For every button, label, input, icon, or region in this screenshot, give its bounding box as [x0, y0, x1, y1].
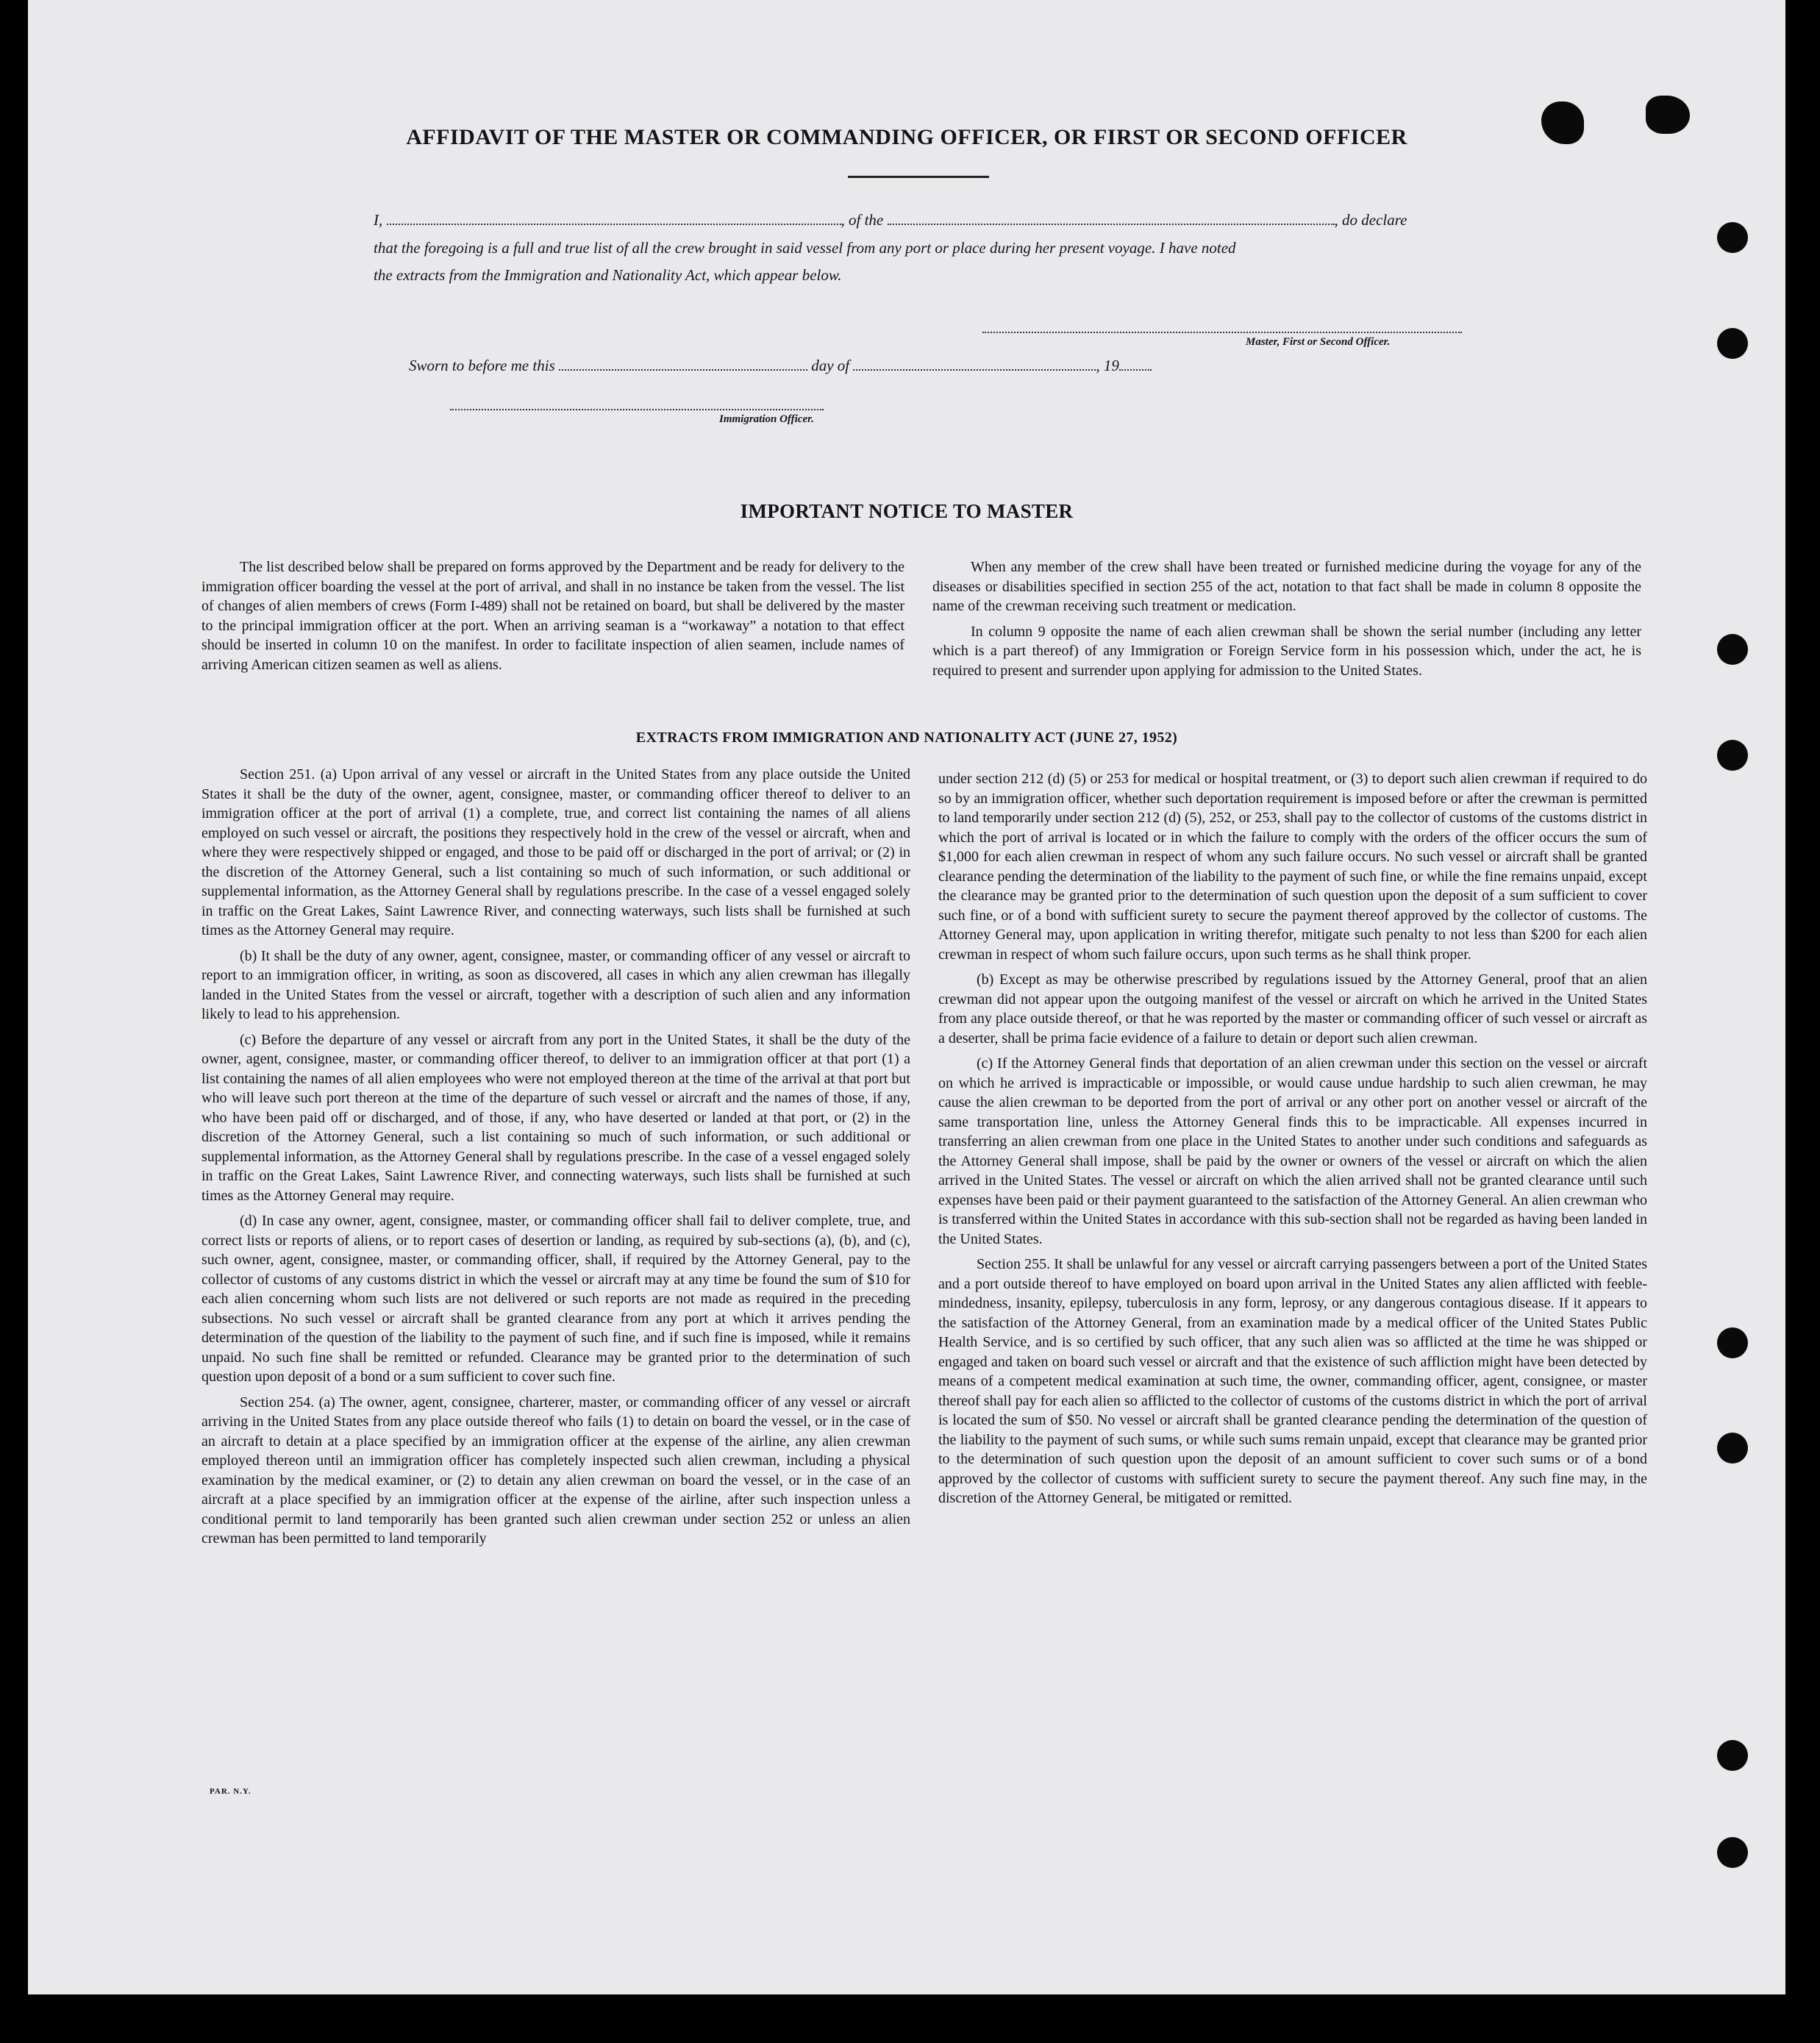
notice-right-paragraph-2: In column 9 opposite the name of each alien crewman shall be shown the serial number (including any letter which is a part thereof) of any Immigration or Foreign Service form in his possession which, under the act, he is required to present and surrender upon applying for admission to the United States. — [932, 623, 1641, 679]
extracts-title: EXTRACTS FROM IMMIGRATION AND NATIONALITY ACT (JUNE 27, 1952) — [635, 730, 1178, 746]
year-label: , 19 — [1096, 357, 1119, 374]
section-254-a-continued: under section 212 (d) (5) or 253 for medical or hospital treatment, or (3) to deport such alien crewman if required to do so by an immigration officer, whether such deportation requirement is imposed before or after the crewman is permitted to land temporarily under section 212 (d) (5), 252, or 253, shall pay to the collector of customs of the customs district in which the port of arrival is located or in which the failure to comply with the orders of the officer occurs the sum of $1,000 for each alien crewman in respect of whom any such failure occurs. No such vessel or aircraft shall be granted clearance pending the determination of the liability to the payment of such fine, or while the fine remains unpaid, except the clearance may be granted prior to the determination of such question upon the deposit of a sum sufficient to cover such fine, or of a bond with sufficient surety to secure the payment thereof approved by the collector of customs. The Attorney General may, upon application in writing therefor, mitigate such penalty to not less than $200 for each alien crewman in respect of whom such failure occurs, upon such terms as he shall think proper. — [938, 771, 1647, 963]
extracts-left-column — [201, 765, 910, 1555]
punch-hole — [1717, 328, 1748, 359]
declarant-name-blank[interactable] — [387, 210, 841, 225]
declare-label: , do declare — [1334, 211, 1407, 229]
notice-left-paragraph: The list described below shall be prepared on forms approved by the Department and be ready for delivery to the immigration officer boarding the vessel at the port of arrival, and shall in no instance be taken from the vessel. The list of changes of alien members of crews (Form I-489) shall not be retained on board, but shall be delivered by the master to the principal immigration officer at the port. When an arriving seaman is a “workaway” a notation to that effect should be inserted in column 10 on the manifest. In order to facilitate inspection of alien seamen, include names of arriving American citizen seamen as well as aliens. — [201, 559, 904, 673]
section-254-c: (c) If the Attorney General finds that deportation of an alien crewman under this section on the vessel or aircraft on which he arrived is impracticable or impossible, or would cause undue hardship to such alien crewman, he may cause the alien crewman to be deported from the port of arrival or any other port on another vessel or aircraft of the same transportation line, unless the Attorney General finds this to be impracticable. All expenses incurred in transferring an alien crewman from one place in the United States to another under such conditions and safeguards as the Attorney General shall impose, shall be paid by the owner or owners of the vessel or aircraft on which the alien arrived in the United States. The vessel or aircraft on which the alien arrived shall not be granted clearance until such expenses have been paid or their payment guaranteed to the satisfaction of the Attorney General. An alien crewman who is transferred within the United States in accordance with this sub-section shall not be regarded as having been landed in the United States. — [938, 1055, 1647, 1247]
officer-signature-label: Immigration Officer. — [719, 413, 814, 425]
sworn-line — [409, 356, 1152, 375]
master-signature-label: Master, First or Second Officer. — [1246, 336, 1391, 348]
printer-mark: PAR. N.Y. — [210, 1787, 251, 1796]
declaration-text-2: that the foregoing is a full and true list of all the crew brought in said vessel from any port or place during her present voyage. I have noted — [374, 239, 1236, 257]
punch-hole — [1717, 1327, 1748, 1358]
master-signature-line[interactable] — [982, 332, 1462, 333]
notice-title: IMPORTANT NOTICE TO MASTER — [740, 500, 1074, 522]
notice-left-column — [201, 557, 904, 680]
punch-hole — [1717, 222, 1748, 253]
title-underline — [848, 176, 989, 178]
punch-hole — [1717, 1740, 1748, 1771]
vessel-label: , of the — [841, 211, 884, 229]
extracts-right-column — [938, 769, 1647, 1514]
punch-hole — [1717, 1433, 1748, 1463]
declaration-line — [374, 210, 1407, 229]
sworn-label: Sworn to before me this — [409, 357, 555, 374]
section-254-b: (b) Except as may be otherwise prescribed by regulations issued by the Attorney General, proof that an alien crewman did not appear upon the outgoing manifest of the vessel or aircraft on which he arrived in the United States from any place outside thereof, or that he was reported by the master or commanding officer of such vessel or aircraft as a deserter, shall be prima facie evidence of a failure to detain or deport such alien crewman. — [938, 971, 1647, 1047]
punch-hole — [1717, 1837, 1748, 1868]
sworn-month-blank[interactable] — [853, 356, 1096, 371]
officer-signature-line[interactable] — [450, 409, 824, 410]
sworn-day-blank[interactable] — [559, 356, 807, 371]
section-251-b: (b) It shall be the duty of any owner, agent, consignee, master, or commanding officer of any vessel or aircraft to report to an immigration officer, in writing, as soon as discovered, all cases in which any alien crewman has illegally landed in the United States from the vessel or aircraft, together with a description of such alien and any information likely to lead to his apprehension. — [201, 947, 910, 1022]
day-of-label: day of — [811, 357, 850, 374]
affidavit-title: AFFIDAVIT OF THE MASTER OR COMMANDING OFFICER, OR FIRST OR SECOND OFFICER — [406, 125, 1407, 149]
section-254-a: Section 254. (a) The owner, agent, consignee, charterer, master, or commanding officer of any vessel or aircraft arriving in the United States from any place outside thereof who fails (1) to detain on board the vessel, or in the case of an aircraft to detain at a place specified by an immigration officer at the expense of the airline, any alien crewman employed thereon until an immigration officer has completely inspected such alien crewman, including a physical examination by the medical examiner, or (2) to detain any alien crewman on board the vessel, or in the case of an aircraft at a place specified by an immigration officer at the expense of the airline, after such inspection unless a conditional permit to land temporarily has been granted such alien crewman under section 252 or unless an alien crewman has been permitted to land temporarily — [201, 1394, 910, 1547]
section-251-d: (d) In case any owner, agent, consignee, master, or commanding officer shall fail to deliver complete, true, and correct lists or reports of aliens, or to report cases of desertion or landing, as required by sub-sections (a), (b), and (c), such owner, agent, consignee, master, or commanding officer, shall, if required by the Attorney General, pay to the collector of customs of any customs district in which the vessel or aircraft may at any time be found the sum of $10 for each alien concerning whom such lists are not delivered or such reports are not made as required in the preceding subsections. No such vessel or aircraft shall be granted clearance from any port at which it arrives pending the determination of the question of the liability to the payment of such fine, and if such fine is imposed, while it remains unpaid. No such fine shall be remitted or refunded. Clearance may be granted prior to the determination of such question upon deposit of a bond or a sum sufficient to cover such fine. — [201, 1213, 910, 1385]
declarant-label: I, — [374, 211, 383, 229]
section-251-a: Section 251. (a) Upon arrival of any vessel or aircraft in the United States from any place outside the United States it shall be the duty of the owner, agent, consignee, master, or commanding officer thereof to deliver to an immigration officer at the port of arrival (1) a complete, true, and correct list containing the names of all aliens employed on such vessel or aircraft, the positions they respectively hold in the crew of the vessel or aircraft, when and where they were respectively shipped or engaged, and those to be paid off or discharged in the port of arrival; or (2) in the discretion of the Attorney General, such a list containing so much of such information, or such additional or supplemental information, as the Attorney General shall by regulations prescribe. In the case of a vessel engaged solely in traffic on the Great Lakes, Saint Lawrence River, and connecting waterways, such lists shall be furnished at such times as the Attorney General may require. — [201, 766, 910, 938]
vessel-name-blank[interactable] — [888, 210, 1335, 225]
section-255: Section 255. It shall be unlawful for any vessel or aircraft carrying passengers between a port of the United States and a port outside thereof to have employed on board upon arrival in the United States any alien afflicted with feeble-mindedness, insanity, epilepsy, tuberculosis in any form, leprosy, or any dangerous contagious disease. If it appears to the satisfaction of the Attorney General, from an examination made by a medical officer of the United States Public Health Service, and is so certified by such officer, that any such alien was so afflicted at the time he was shipped or engaged and taken on board such vessel or aircraft and that the existence of such affliction might have been detected by means of a competent medical examination at such time, the owner, commanding officer, agent, consignee, or master thereof shall pay for each alien so afflicted to the collector of customs of the customs district in which the port of arrival is located the sum of $50. No vessel or aircraft shall be granted clearance pending the determination of the question of the liability to the payment of such sums, or while such sums remain unpaid, except that clearance may be granted prior to the determination of such question upon the deposit of an amount sufficient to cover such sums or of a bond approved by the collector of customs with sufficient surety to secure the payment thereof. Any such fine may, in the discretion of the Attorney General, be mitigated or remitted. — [938, 1256, 1647, 1506]
punch-hole — [1717, 634, 1748, 665]
sworn-year-blank[interactable] — [1119, 356, 1152, 371]
notice-right-paragraph-1: When any member of the crew shall have been treated or furnished medicine during the voyage for any of the diseases or disabilities specified in section 255 of the act, notation to that fact shall be made in column 8 opposite the name of the crewman receiving such treatment or medication. — [932, 559, 1641, 614]
section-251-c: (c) Before the departure of any vessel or aircraft from any port in the United States, it shall be the duty of the owner, agent, consignee, master, or commanding officer thereof, to deliver to an immigration officer at that port (1) a list containing the names of all alien employees who were not employed thereon at the time of the arrival at that port but who will leave such port thereon at the time of the departure of such vessel or aircraft and the names of those, if any, who have been paid off or discharged, and of those, if any, who have deserted or landed at that port, or (2) in the discretion of the Attorney General, such a list containing so much of such information, or such additional or supplemental information, as the Attorney General shall by regulations prescribe. In the case of a vessel engaged solely in traffic on the Great Lakes, Saint Lawrence River, and connecting waterways, such lists shall be furnished at such times as the Attorney General may require. — [201, 1031, 910, 1204]
notice-right-column — [932, 557, 1641, 686]
form-page — [28, 0, 1785, 1994]
declaration-text-3: the extracts from the Immigration and Nationality Act, which appear below. — [374, 266, 842, 284]
